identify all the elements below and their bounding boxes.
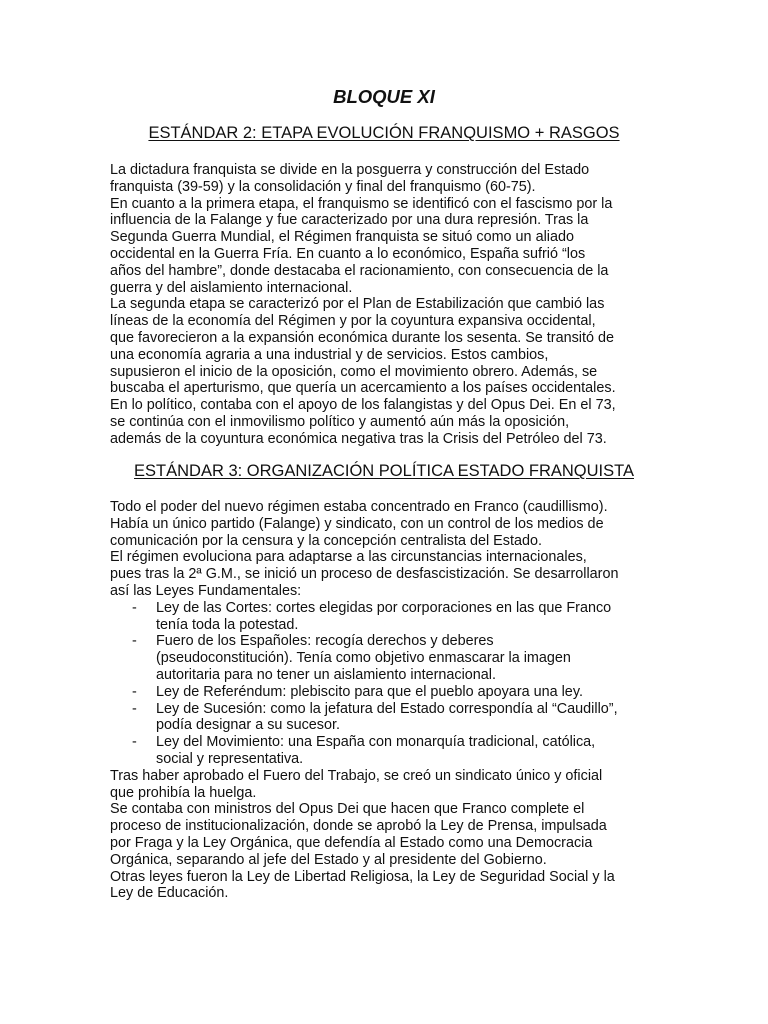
- list-item: [110, 633, 670, 650]
- text-line: Otras leyes fueron la Ley de Libertad Religiosa, la Ley de Seguridad Social y la: [110, 868, 615, 885]
- bullet-marker: -: [132, 633, 137, 650]
- text-line: En lo político, contaba con el apoyo de los falangistas y del Opus Dei. En el 73,: [110, 397, 616, 414]
- list-item-text: Ley de Sucesión: como la jefatura del Estado correspondía al “Caudillo”,: [156, 700, 618, 717]
- text-line: además de la coyuntura económica negativa tras la Crisis del Petróleo del 73.: [110, 430, 607, 447]
- text-line: Tras haber aprobado el Fuero del Trabajo, se creó un sindicato único y oficial: [110, 767, 603, 784]
- page-title: BLOQUE XI: [333, 86, 435, 107]
- text-line: Orgánica, separando al jefe del Estado y al presidente del Gobierno.: [110, 851, 547, 868]
- list-item-continuation: social y representativa.: [156, 750, 304, 767]
- text-line: se continúa con el inmovilismo político y aumentó aún más la oposición,: [110, 413, 570, 430]
- text-line: líneas de la economía del Régimen y por la coyuntura expansiva occidental,: [110, 313, 596, 330]
- list-item-text: Ley de Referéndum: plebiscito para que el pueblo apoyara una ley.: [156, 683, 583, 700]
- text-line: así las Leyes Fundamentales:: [110, 582, 302, 599]
- section-body-estandar-2: [110, 162, 670, 448]
- text-line: supusieron el inicio de la oposición, como el movimiento obrero. Además, se: [110, 363, 598, 380]
- text-line: influencia de la Falange y fue caracterizado por una dura represión. Tras la: [110, 212, 589, 229]
- text-line: Segunda Guerra Mundial, el Régimen franquista se situó como un aliado: [110, 229, 574, 246]
- list-item: [110, 684, 670, 701]
- list-item-text: Ley de las Cortes: cortes elegidas por corporaciones en las que Franco: [156, 599, 612, 616]
- text-line: Había un único partido (Falange) y sindicato, con un control de los medios de: [110, 515, 604, 532]
- bullet-marker: -: [132, 700, 137, 717]
- text-line: que favorecieron a la expansión económica durante los sesenta. Se transitó de: [110, 329, 614, 346]
- list-item: [110, 600, 670, 617]
- bullet-marker: -: [132, 599, 137, 616]
- text-line: En cuanto a la primera etapa, el franquismo se identificó con el fascismo por la: [110, 195, 613, 212]
- text-line: Se contaba con ministros del Opus Dei que hacen que Franco complete el: [110, 801, 585, 818]
- list-item-text: Ley del Movimiento: una España con monarquía tradicional, católica,: [156, 734, 596, 751]
- section-heading-estandar-3: ESTÁNDAR 3: ORGANIZACIÓN POLÍTICA ESTADO FRANQUISTA: [134, 462, 634, 480]
- text-line: Ley de Educación.: [110, 885, 229, 902]
- list-item-continuation: tenía toda la potestad.: [156, 616, 299, 633]
- text-line: que prohibía la huelga.: [110, 784, 257, 801]
- section-heading-estandar-2: ESTÁNDAR 2: ETAPA EVOLUCIÓN FRANQUISMO + RASGOS: [148, 124, 620, 142]
- list-item: [110, 701, 670, 718]
- list-item-continuation: (pseudoconstitución). Tenía como objetivo enmascarar la imagen: [156, 650, 571, 667]
- list-item-continuation: podía designar a su sucesor.: [156, 717, 341, 734]
- text-line: proceso de institucionalización, donde se aprobó la Ley de Prensa, impulsada: [110, 818, 607, 835]
- text-line: una economía agraria a una industrial y de servicios. Estos cambios,: [110, 346, 549, 363]
- text-line: años del hambre”, donde destacaba el racionamiento, con consecuencia de la: [110, 262, 609, 279]
- text-line: occidental en la Guerra Fría. En cuanto a lo económico, España sufrió “los: [110, 245, 586, 262]
- text-line: Todo el poder del nuevo régimen estaba concentrado en Franco (caudillismo).: [110, 499, 608, 515]
- list-item-text: Fuero de los Españoles: recogía derechos y deberes: [156, 633, 494, 650]
- list-item: [110, 734, 670, 751]
- bullet-marker: -: [132, 683, 137, 700]
- text-line: buscaba el aperturismo, que quería un acercamiento a los países occidentales.: [110, 380, 616, 397]
- list-item-continuation: autoritaria para no tener un aislamiento internacional.: [156, 666, 496, 683]
- section-body-estandar-3: [110, 499, 670, 902]
- text-line: franquista (39-59) y la consolidación y final del franquismo (60-75).: [110, 178, 536, 195]
- text-line: pues tras la 2ª G.M., se inició un proceso de desfascistización. Se desarrollaron: [110, 566, 619, 583]
- text-line: guerra y del aislamiento internacional.: [110, 279, 353, 296]
- text-line: La dictadura franquista se divide en la posguerra y construcción del Estado: [110, 162, 590, 178]
- text-line: comunicación por la censura y la concepción centralista del Estado.: [110, 532, 542, 549]
- text-line: El régimen evoluciona para adaptarse a las circunstancias internacionales,: [110, 549, 587, 566]
- text-line: La segunda etapa se caracterizó por el Plan de Estabilización que cambió las: [110, 296, 605, 313]
- bullet-marker: -: [132, 734, 137, 751]
- text-line: por Fraga y la Ley Orgánica, que defendía al Estado como una Democracia: [110, 834, 593, 851]
